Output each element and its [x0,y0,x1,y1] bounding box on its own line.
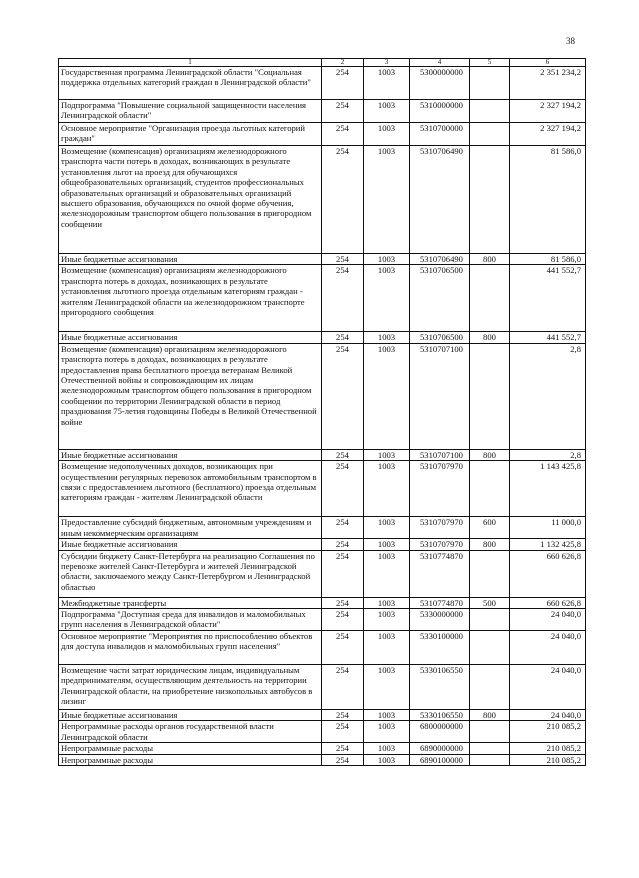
row-sum: 81 586,0 [510,254,586,265]
row-sum: 210 085,2 [510,721,586,743]
table-row [59,609,586,631]
table-row [59,254,586,265]
row-section: 1003 [364,449,410,460]
table-row [59,539,586,550]
row-grbs: 254 [322,449,364,460]
row-section: 1003 [364,332,410,343]
row-vr: 500 [470,597,510,608]
row-grbs: 254 [322,550,364,597]
row-vr: 600 [470,517,510,539]
table-row [59,743,586,754]
row-csr: 5310706500 [410,265,470,332]
row-sum: 2 351 234,2 [510,67,586,100]
row-csr: 5310707970 [410,539,470,550]
row-csr: 5330106550 [410,665,470,710]
row-name: Возмещение части затрат юридическим лицам, индивидуальным предпринимателям, осуществляющим деятельность на территории Ленинградской области, на приобретение низкопольных автобусов в лизинг [59,665,322,710]
table-row [59,343,586,449]
row-section: 1003 [364,743,410,754]
table-row [59,597,586,608]
row-sum: 1 143 425,8 [510,461,586,517]
row-grbs: 254 [322,721,364,743]
header-cell: 1 [59,59,322,67]
row-section: 1003 [364,539,410,550]
row-name: Иные бюджетные ассигнования [59,539,322,550]
row-section: 1003 [364,123,410,146]
row-grbs: 254 [322,517,364,539]
row-vr [470,550,510,597]
row-vr [470,343,510,449]
row-csr: 5300000000 [410,67,470,100]
budget-table [58,58,586,766]
row-section: 1003 [364,254,410,265]
row-vr [470,265,510,332]
row-section: 1003 [364,609,410,631]
row-grbs: 254 [322,254,364,265]
row-vr: 800 [470,449,510,460]
row-csr: 6800000000 [410,721,470,743]
header-cell: 6 [510,59,586,67]
row-sum: 24 040,0 [510,665,586,710]
row-sum: 2,8 [510,343,586,449]
table-row [59,721,586,743]
row-name: Основное мероприятие "Мероприятия по приспособлению объектов для доступа инвалидов и маломобильных групп населения" [59,631,322,665]
row-csr: 6890000000 [410,743,470,754]
row-name: Иные бюджетные ассигнования [59,254,322,265]
row-grbs: 254 [322,609,364,631]
row-csr: 5310706490 [410,254,470,265]
row-csr: 5330000000 [410,609,470,631]
row-section: 1003 [364,100,410,123]
header-row [59,59,586,67]
row-csr: 5310707100 [410,343,470,449]
row-vr [470,631,510,665]
row-vr [470,665,510,710]
row-section: 1003 [364,343,410,449]
table-row [59,461,586,517]
row-grbs: 254 [322,743,364,754]
row-section: 1003 [364,631,410,665]
table-row [59,449,586,460]
row-vr [470,146,510,254]
row-section: 1003 [364,754,410,765]
row-section: 1003 [364,597,410,608]
header-cell: 5 [470,59,510,67]
row-sum: 11 000,0 [510,517,586,539]
row-section: 1003 [364,665,410,710]
row-csr: 5310706490 [410,146,470,254]
row-csr: 5330106550 [410,710,470,721]
row-name: Подпрограмма "Доступная среда для инвалидов и маломобильных групп населения в Ленинградской области" [59,609,322,631]
row-sum: 24 040,0 [510,710,586,721]
row-grbs: 254 [322,146,364,254]
row-sum: 24 040,0 [510,609,586,631]
row-section: 1003 [364,517,410,539]
row-name: Иные бюджетные ассигнования [59,332,322,343]
table-row [59,146,586,254]
row-grbs: 254 [322,100,364,123]
row-vr: 800 [470,332,510,343]
row-sum: 210 085,2 [510,743,586,754]
table-row [59,332,586,343]
page-number: 38 [566,36,575,46]
row-name: Предоставление субсидий бюджетным, автономным учреждениям и иным некоммерческим организациям [59,517,322,539]
row-name: Непрограммные расходы органов государственной власти Ленинградской области [59,721,322,743]
row-vr: 800 [470,254,510,265]
row-csr: 6890100000 [410,754,470,765]
row-name: Возмещение (компенсация) организациям железнодорожного транспорта потерь в доходах, возникающих в результате установления льготного проезда отдельным категориям граждан - жителям Ленинградской области на железнодорожном транспорте пригородного сообщения [59,265,322,332]
row-grbs: 254 [322,710,364,721]
row-grbs: 254 [322,597,364,608]
row-vr [470,754,510,765]
row-vr: 800 [470,539,510,550]
row-grbs: 254 [322,332,364,343]
row-name: Межбюджетные трансферты [59,597,322,608]
row-vr [470,721,510,743]
row-grbs: 254 [322,665,364,710]
table-row [59,100,586,123]
table-row [59,710,586,721]
row-sum: 2,8 [510,449,586,460]
row-csr: 5310707970 [410,461,470,517]
row-vr [470,100,510,123]
row-csr: 5330100000 [410,631,470,665]
row-name: Возмещение (компенсация) организациям железнодорожного транспорта части потерь в доходах, возникающих в результате установления льгот на проезд для обучающихся общеобразовательных организаций, студентов профессиональных образовательных организаций и образовательных организаций высшего образования, обучающихся по очной форме обучения, железнодорожным транспортом общего пользования в пригородном сообщении [59,146,322,254]
row-grbs: 254 [322,631,364,665]
row-section: 1003 [364,550,410,597]
row-name: Иные бюджетные ассигнования [59,710,322,721]
row-sum: 81 586,0 [510,146,586,254]
row-section: 1003 [364,461,410,517]
row-section: 1003 [364,67,410,100]
row-vr [470,461,510,517]
table-row [59,67,586,100]
row-vr: 800 [470,710,510,721]
row-grbs: 254 [322,461,364,517]
row-name: Непрограммные расходы [59,754,322,765]
row-name: Возмещение недополученных доходов, возникающих при осуществлении регулярных перевозок автомобильным транспортом в связи с предоставлением льготного (бесплатного) проезда отдельным категориям граждан - жителям Ленинградской области [59,461,322,517]
row-csr: 5310774870 [410,597,470,608]
row-csr: 5310707100 [410,449,470,460]
row-sum: 210 085,2 [510,754,586,765]
row-csr: 5310700000 [410,123,470,146]
table-row [59,631,586,665]
row-vr [470,67,510,100]
row-section: 1003 [364,710,410,721]
table-row [59,665,586,710]
row-sum: 24 040,0 [510,631,586,665]
table-row [59,123,586,146]
row-name: Субсидии бюджету Санкт-Петербурга на реализацию Соглашения по перевозке жителей Санкт-Петербурга и жителей Ленинградской области, заключаемого между Санкт-Петербургом и Ленинградской областью [59,550,322,597]
table-row [59,517,586,539]
table-row [59,550,586,597]
row-name: Иные бюджетные ассигнования [59,449,322,460]
row-sum: 2 327 194,2 [510,100,586,123]
row-grbs: 254 [322,123,364,146]
row-name: Возмещение (компенсация) организациям железнодорожного транспорта потерь в доходах, возникающих в результате предоставления права бесплатного проезда ветеранам Великой Отечественной войны и сопровождающим их лицам железнодорожным транспортом общего пользования в пригородном сообщении по территории Ленинградской области в период празднования 75-летия годовщины Победы в Великой Отечественной войне [59,343,322,449]
row-section: 1003 [364,721,410,743]
row-sum: 441 552,7 [510,265,586,332]
header-cell: 2 [322,59,364,67]
header-cell: 4 [410,59,470,67]
row-grbs: 254 [322,67,364,100]
row-sum: 441 552,7 [510,332,586,343]
row-name: Основное мероприятие "Организация проезда льготных категорий граждан" [59,123,322,146]
row-grbs: 254 [322,754,364,765]
row-section: 1003 [364,265,410,332]
row-sum: 1 132 425,8 [510,539,586,550]
row-csr: 5310706500 [410,332,470,343]
row-sum: 660 626,8 [510,597,586,608]
row-grbs: 254 [322,343,364,449]
row-vr [470,743,510,754]
row-vr [470,609,510,631]
table-row [59,754,586,765]
row-vr [470,123,510,146]
header-cell: 3 [364,59,410,67]
table-row [59,265,586,332]
row-grbs: 254 [322,265,364,332]
row-section: 1003 [364,146,410,254]
row-name: Подпрограмма "Повышение социальной защищенности населения Ленинградской области" [59,100,322,123]
row-grbs: 254 [322,539,364,550]
row-csr: 5310707970 [410,517,470,539]
row-csr: 5310000000 [410,100,470,123]
row-sum: 2 327 194,2 [510,123,586,146]
row-name: Государственная программа Ленинградской области "Социальная поддержка отдельных категорий граждан в Ленинградской области" [59,67,322,100]
row-sum: 660 626,8 [510,550,586,597]
row-csr: 5310774870 [410,550,470,597]
row-name: Непрограммные расходы [59,743,322,754]
